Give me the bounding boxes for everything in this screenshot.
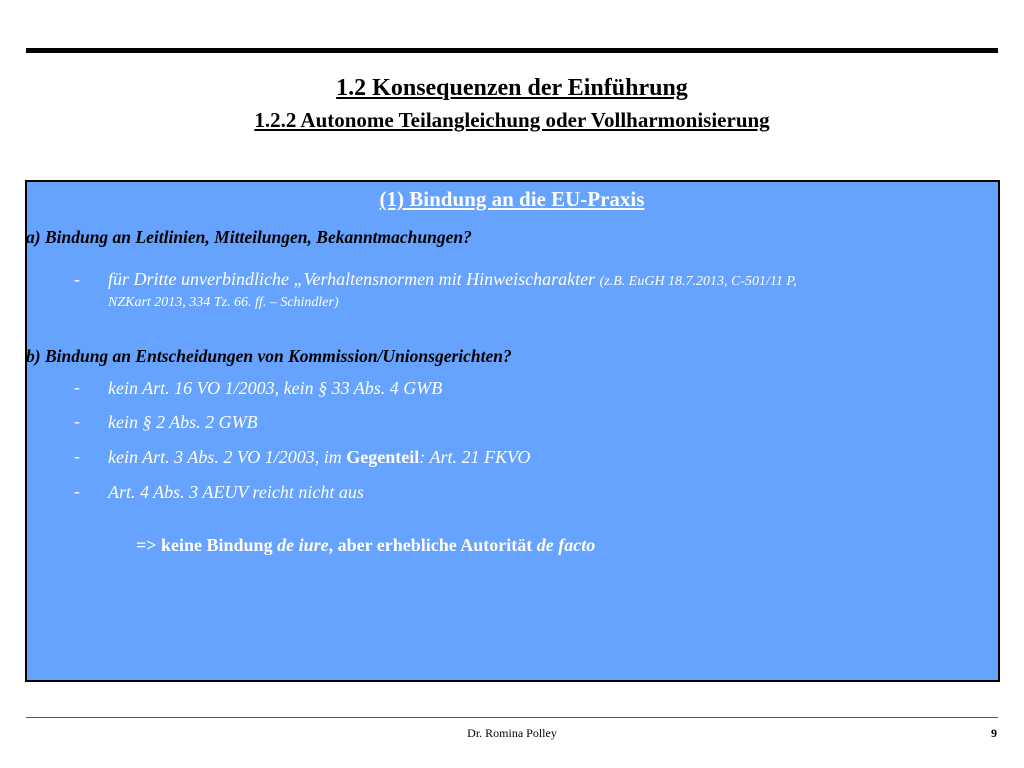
conclusion-part4: de facto <box>536 535 596 555</box>
bullet-dash: - <box>74 411 80 431</box>
box-heading: (1) Bindung an die EU-Praxis <box>379 187 645 211</box>
conclusion-part3: , aber erhebliche Autorität <box>328 535 537 555</box>
conclusion-part1: => keine Bindung <box>136 535 278 555</box>
slide-title: 1.2 Konsequenzen der Einführung <box>336 75 688 101</box>
item-a1 <box>108 268 797 293</box>
slide-subtitle: 1.2.2 Autonome Teilangleichung oder Vollharmonisierung <box>254 108 770 132</box>
footer-author: Dr. Romina Polley <box>467 726 557 740</box>
bullet-dash: - <box>74 481 80 501</box>
item-b1: kein Art. 16 VO 1/2003, kein § 33 Abs. 4 GWB <box>108 378 443 398</box>
bullet-dash: - <box>74 446 80 466</box>
top-rule <box>26 48 998 53</box>
item-b2: kein § 2 Abs. 2 GWB <box>108 412 258 432</box>
item-a1-ref-cont: NZKart 2013, 334 Tz. 66. ff. – Schindler) <box>108 295 339 310</box>
item-b3-text-before: kein Art. 3 Abs. 2 VO 1/2003, im <box>108 447 347 467</box>
question-b: b) Bindung an Entscheidungen von Kommission/Unionsgerichten? <box>26 346 512 366</box>
item-a1-ref: (z.B. EuGH 18.7.2013, C-501/11 P, <box>599 274 797 289</box>
item-b3-text-after: : Art. 21 FKVO <box>419 447 531 467</box>
conclusion-part2: de iure <box>277 535 329 555</box>
bullet-dash: - <box>74 269 80 289</box>
question-a: a) Bindung an Leitlinien, Mitteilungen, Bekanntmachungen? <box>26 227 472 247</box>
item-a1-text: für Dritte unverbindliche „Verhaltensnormen mit Hinweischarakter <box>108 269 596 289</box>
item-b3-emphasis: Gegenteil <box>346 447 420 467</box>
conclusion <box>136 535 595 556</box>
item-b3 <box>108 446 530 469</box>
bullet-dash: - <box>74 377 80 397</box>
page-number: 9 <box>991 726 997 740</box>
bottom-rule <box>26 717 998 718</box>
item-b4: Art. 4 Abs. 3 AEUV reicht nicht aus <box>108 482 364 502</box>
